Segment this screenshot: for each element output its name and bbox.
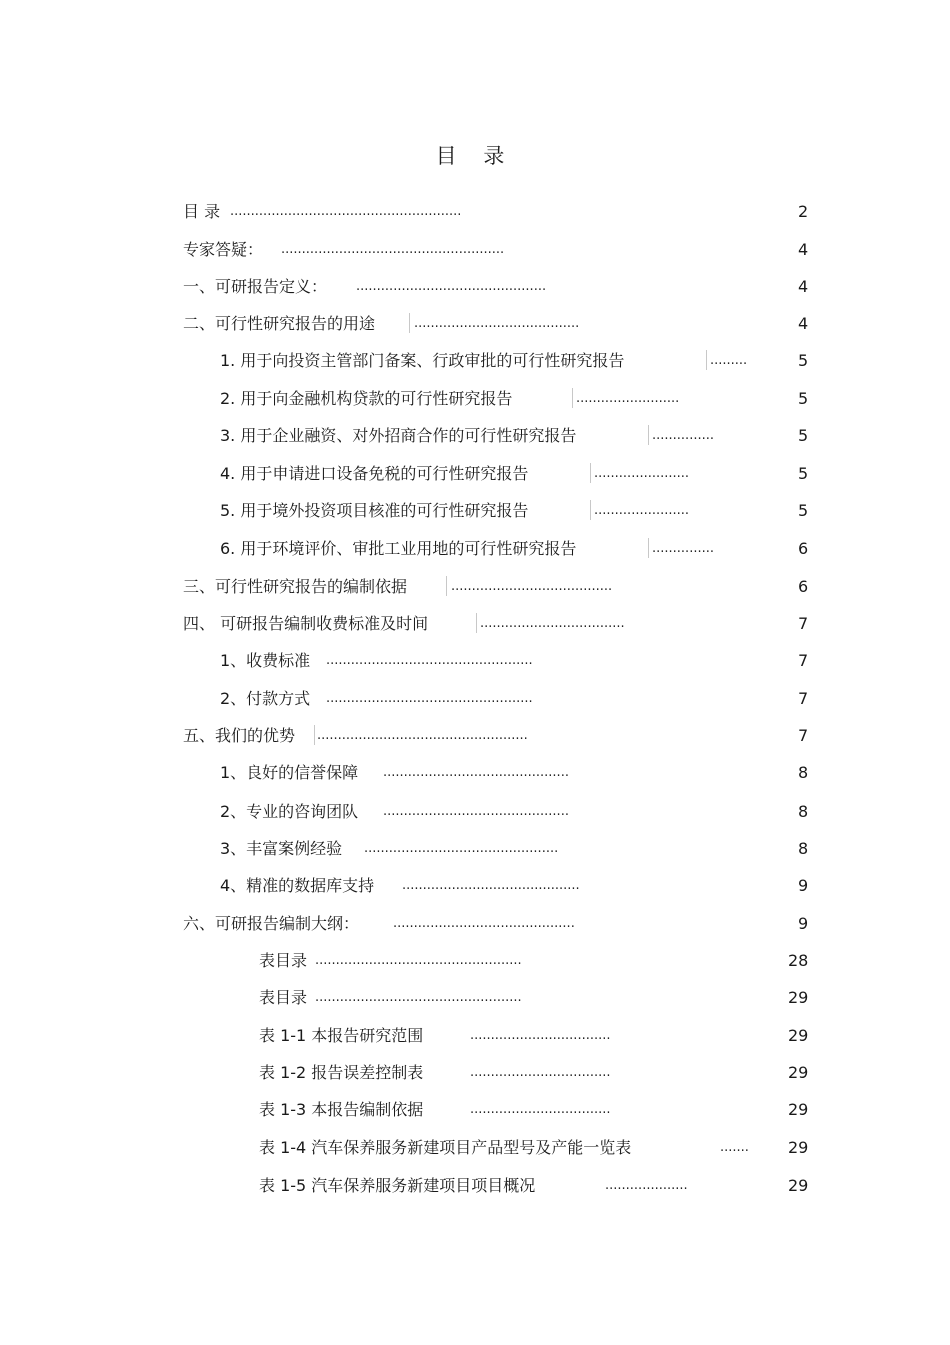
toc-entry[interactable] [183, 312, 808, 336]
toc-entry-label: 六、可研报告编制大纲： [183, 914, 360, 933]
toc-entry[interactable] [220, 462, 808, 486]
toc-page-number: 8 [798, 839, 809, 858]
toc-entry-label: 2、付款方式 [220, 689, 311, 708]
toc-entry-label: 5. 用于境外投资项目核准的可行性研究报告 [220, 501, 529, 520]
toc-leader-dots: ....................... [594, 503, 690, 518]
toc-entry[interactable] [220, 687, 808, 711]
toc-leader-dots: .................................................. [315, 990, 522, 1005]
toc-leader-dots: .................................. [470, 1065, 611, 1080]
toc-leader-dots: ....................................... [451, 579, 613, 594]
toc-leader-dots: ............... [652, 541, 714, 556]
toc-entry[interactable] [220, 874, 808, 898]
toc-entry[interactable] [183, 724, 808, 748]
toc-entry-label: 表 1-5 汽车保养服务新建项目项目概况 [259, 1176, 536, 1195]
toc-page-number: 5 [798, 351, 809, 370]
toc-entry-label: 三、可行性研究报告的编制依据 [183, 577, 408, 596]
toc-entry-label: 表目录 [259, 951, 308, 970]
toc-page-number: 5 [798, 426, 809, 445]
toc-entry-label: 2、专业的咨询团队 [220, 802, 359, 821]
toc-leader-dots: ............... [652, 428, 714, 443]
toc-entry-label: 目 录 [183, 202, 221, 221]
toc-page-number: 7 [798, 689, 809, 708]
toc-entry[interactable] [183, 575, 808, 599]
toc-entry[interactable] [183, 275, 808, 299]
toc-entry[interactable] [220, 424, 808, 448]
toc-entry[interactable] [259, 1061, 808, 1085]
toc-leader-dots: .............................................. [356, 279, 547, 294]
toc-leader-dots: ............................................... [364, 841, 559, 856]
toc-page-number: 29 [788, 1176, 809, 1195]
toc-leader-dots: ....... [720, 1140, 749, 1155]
cell-border [446, 576, 447, 596]
toc-entry-label: 6. 用于环境评价、审批工业用地的可行性研究报告 [220, 539, 577, 558]
toc-entry-label: 表 1-4 汽车保养服务新建项目产品型号及产能一览表 [259, 1138, 632, 1157]
toc-entry-label: 表 1-2 报告误差控制表 [259, 1063, 424, 1082]
toc-entry[interactable] [220, 537, 808, 561]
cell-border [409, 313, 410, 333]
toc-entry[interactable] [220, 349, 808, 373]
toc-page-number: 9 [798, 914, 809, 933]
toc-leader-dots: .................................................. [326, 653, 533, 668]
toc-page-number: 5 [798, 464, 809, 483]
toc-leader-dots: .................................. [470, 1028, 611, 1043]
cell-border [706, 350, 707, 370]
toc-page-number: 29 [788, 1026, 809, 1045]
toc-page-number: 29 [788, 1138, 809, 1157]
toc-leader-dots: ........................................................ [230, 204, 462, 219]
toc-entry-label: 4、精准的数据库支持 [220, 876, 375, 895]
toc-leader-dots: ........................................ [414, 316, 580, 331]
toc-entry-label: 表目录 [259, 988, 308, 1007]
toc-leader-dots: .................................................. [326, 691, 533, 706]
toc-entry[interactable] [259, 1174, 808, 1198]
toc-page-number: 5 [798, 389, 809, 408]
toc-entry[interactable] [220, 499, 808, 523]
toc-page-number: 29 [788, 988, 809, 1007]
toc-entry[interactable] [183, 200, 808, 224]
toc-page-number: 4 [798, 277, 809, 296]
cell-border [648, 538, 649, 558]
toc-entry[interactable] [259, 1024, 808, 1048]
toc-entry-label: 二、可行性研究报告的用途 [183, 314, 376, 333]
toc-entry-label: 3、丰富案例经验 [220, 839, 343, 858]
toc-entry[interactable] [183, 912, 808, 936]
cell-border [590, 463, 591, 483]
toc-leader-dots: ......... [710, 353, 748, 368]
toc-page-number: 4 [798, 240, 809, 259]
toc-leader-dots: .................................................. [315, 953, 522, 968]
toc-leader-dots: .................................. [470, 1102, 611, 1117]
toc-entry-label: 一、可研报告定义： [183, 277, 328, 296]
toc-leader-dots: ........................................... [402, 878, 580, 893]
toc-leader-dots: ................................... [480, 616, 625, 631]
toc-page-number: 7 [798, 614, 809, 633]
toc-leader-dots: .................... [605, 1178, 688, 1193]
toc-page-number: 6 [798, 577, 809, 596]
toc-page-number: 28 [788, 951, 809, 970]
cell-border [590, 500, 591, 520]
toc-leader-dots: ............................................ [393, 916, 575, 931]
toc-entry-label: 3. 用于企业融资、对外招商合作的可行性研究报告 [220, 426, 577, 445]
toc-entry-label: 1、收费标准 [220, 651, 311, 670]
toc-leader-dots: ................................................... [317, 728, 528, 743]
toc-entry[interactable] [183, 238, 808, 262]
toc-entry-label: 表 1-3 本报告编制依据 [259, 1100, 424, 1119]
toc-leader-dots: ............................................. [383, 765, 569, 780]
cell-border [572, 388, 573, 408]
toc-entry[interactable] [220, 800, 808, 824]
toc-page-number: 8 [798, 802, 809, 821]
toc-page-number: 7 [798, 726, 809, 745]
toc-page-number: 8 [798, 763, 809, 782]
toc-page-number: 29 [788, 1063, 809, 1082]
toc-entry-label: 四、 可研报告编制收费标准及时间 [183, 614, 429, 633]
toc-entry[interactable] [259, 986, 808, 1010]
cell-border [314, 725, 315, 745]
toc-page-number: 4 [798, 314, 809, 333]
toc-leader-dots: ...................................................... [281, 242, 505, 257]
toc-entry[interactable] [220, 837, 808, 861]
toc-entry[interactable] [259, 1136, 808, 1160]
toc-page-number: 7 [798, 651, 809, 670]
toc-entry-label: 2. 用于向金融机构贷款的可行性研究报告 [220, 389, 513, 408]
toc-entry[interactable] [259, 1098, 808, 1122]
toc-entry[interactable] [220, 761, 808, 785]
toc-page-number: 29 [788, 1100, 809, 1119]
toc-page-number: 6 [798, 539, 809, 558]
toc-entry-label: 五、我们的优势 [183, 726, 296, 745]
toc-entry[interactable] [220, 649, 808, 673]
toc-entry[interactable] [183, 612, 808, 636]
toc-page-number: 9 [798, 876, 809, 895]
toc-page-number: 5 [798, 501, 809, 520]
toc-entry-label: 1、良好的信誉保障 [220, 763, 359, 782]
toc-entry-label: 1. 用于向投资主管部门备案、行政审批的可行性研究报告 [220, 351, 625, 370]
toc-entry-label: 表 1-1 本报告研究范围 [259, 1026, 424, 1045]
toc-leader-dots: ......................... [576, 391, 680, 406]
page-title: 目 录 [435, 144, 515, 168]
toc-leader-dots: ....................... [594, 466, 690, 481]
cell-border [648, 425, 649, 445]
toc-entry[interactable] [259, 949, 808, 973]
toc-leader-dots: ............................................. [383, 804, 569, 819]
toc-page-number: 2 [798, 202, 809, 221]
toc-entry[interactable] [220, 387, 808, 411]
toc-entry-label: 专家答疑： [183, 240, 264, 259]
cell-border [476, 613, 477, 633]
toc-entry-label: 4. 用于申请进口设备免税的可行性研究报告 [220, 464, 529, 483]
